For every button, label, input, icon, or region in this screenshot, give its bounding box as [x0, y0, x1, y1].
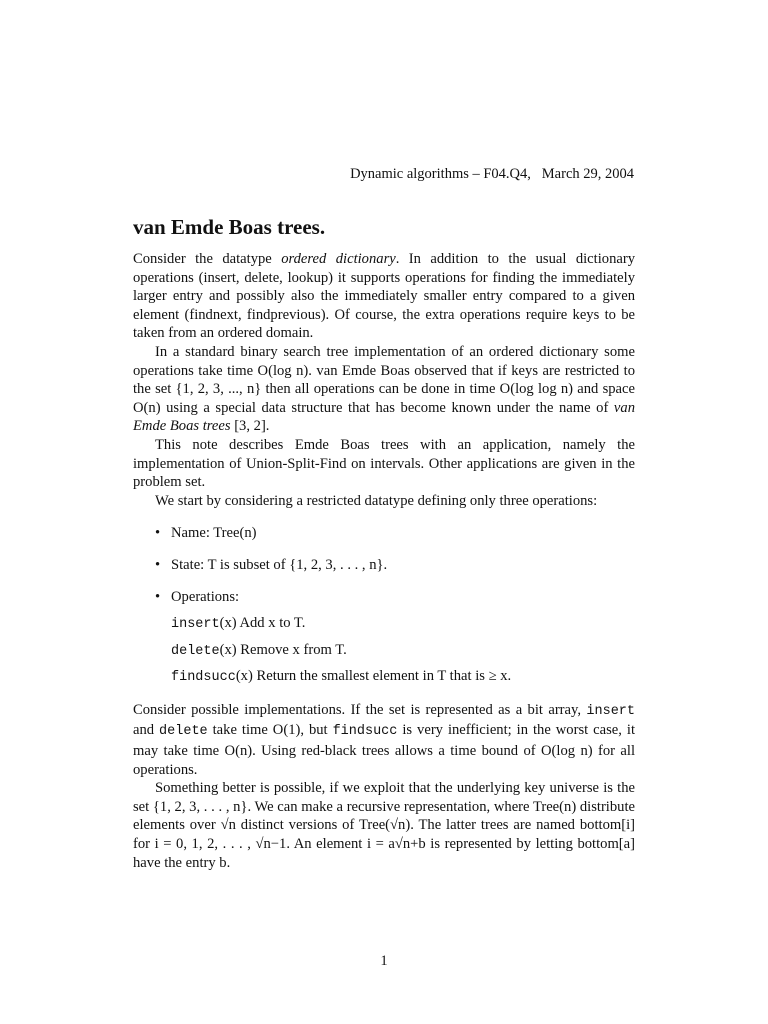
op-insert: insert(x) Add x to T.	[171, 615, 306, 633]
op-findsucc: findsucc(x) Return the smallest element in T that is ≥ x.	[171, 668, 512, 686]
section-title: van Emde Boas trees.	[133, 215, 326, 239]
emphasis-van-emde-boas-trees: van Emde Boas trees	[133, 399, 635, 435]
op-delete: delete(x) Remove x from T.	[171, 641, 347, 659]
list-item-state: • State: T is subset of {1, 2, 3, . . . , n}.	[171, 556, 635, 575]
header-course: Dynamic algorithms – F04.Q4,	[350, 166, 531, 182]
paragraph-3: This note describes Emde Boas trees with an application, namely the implementation of Union-Split-Find on intervals. Other applications are given in the problem set.	[133, 436, 635, 491]
page-header	[350, 166, 634, 183]
page-number: 1	[380, 953, 388, 969]
paragraph-4: We start by considering a restricted datatype defining only three operations:	[155, 492, 598, 509]
operations-list	[171, 614, 635, 688]
body-text	[133, 250, 635, 872]
list-item-name: • Name: Tree(n)	[171, 524, 635, 543]
paragraph-6: Something better is possible, if we exploit that the underlying key universe is the set {1, 2, 3, . . . , n}. We can make a recursive representation, where Tree(n) distribute elements over √n distinct versions of Tree(√n). The latter trees are named bottom[i] for i = 0, 1, 2, . . . , √n−1. An element i = a√n+b is represented by letting bottom[a] have the entry b.	[133, 780, 635, 871]
paragraph-1: Consider the datatype ordered dictionary. In addition to the usual dictionary operations (insert, delete, lookup) it supports operations for finding the immediately larger entry and possibly also the immediately smaller entry compared to a given element (findnext, findprevious). Of course, the extra operations require keys to be taken from an ordered domain.	[133, 251, 635, 342]
emphasis-ordered-dictionary: ordered dictionary	[281, 251, 396, 267]
datatype-list	[133, 524, 635, 688]
list-item-operations: • Operations: insert(x) Add x to T. delete(x) Remove x from T. findsucc(x) Return the smallest element in T that is ≥ x.	[171, 588, 635, 688]
header-date: March 29, 2004	[541, 166, 634, 182]
paragraph-5: Consider possible implementations. If the set is represented as a bit array, insert and delete take time O(1), but findsucc is very inefficient; in the worst case, it may take time O(n). Using red-black trees allows a time bound of O(log n) for all operations.	[133, 701, 635, 778]
paragraph-2: In a standard binary search tree implementation of an ordered dictionary some operations take time O(log n). van Emde Boas observed that if keys are restricted to the set {1, 2, 3, ..., n} then all operations can be done in time O(log log n) and space O(n) using a special data structure that has become known under the name of van Emde Boas trees [3, 2].	[133, 343, 635, 435]
